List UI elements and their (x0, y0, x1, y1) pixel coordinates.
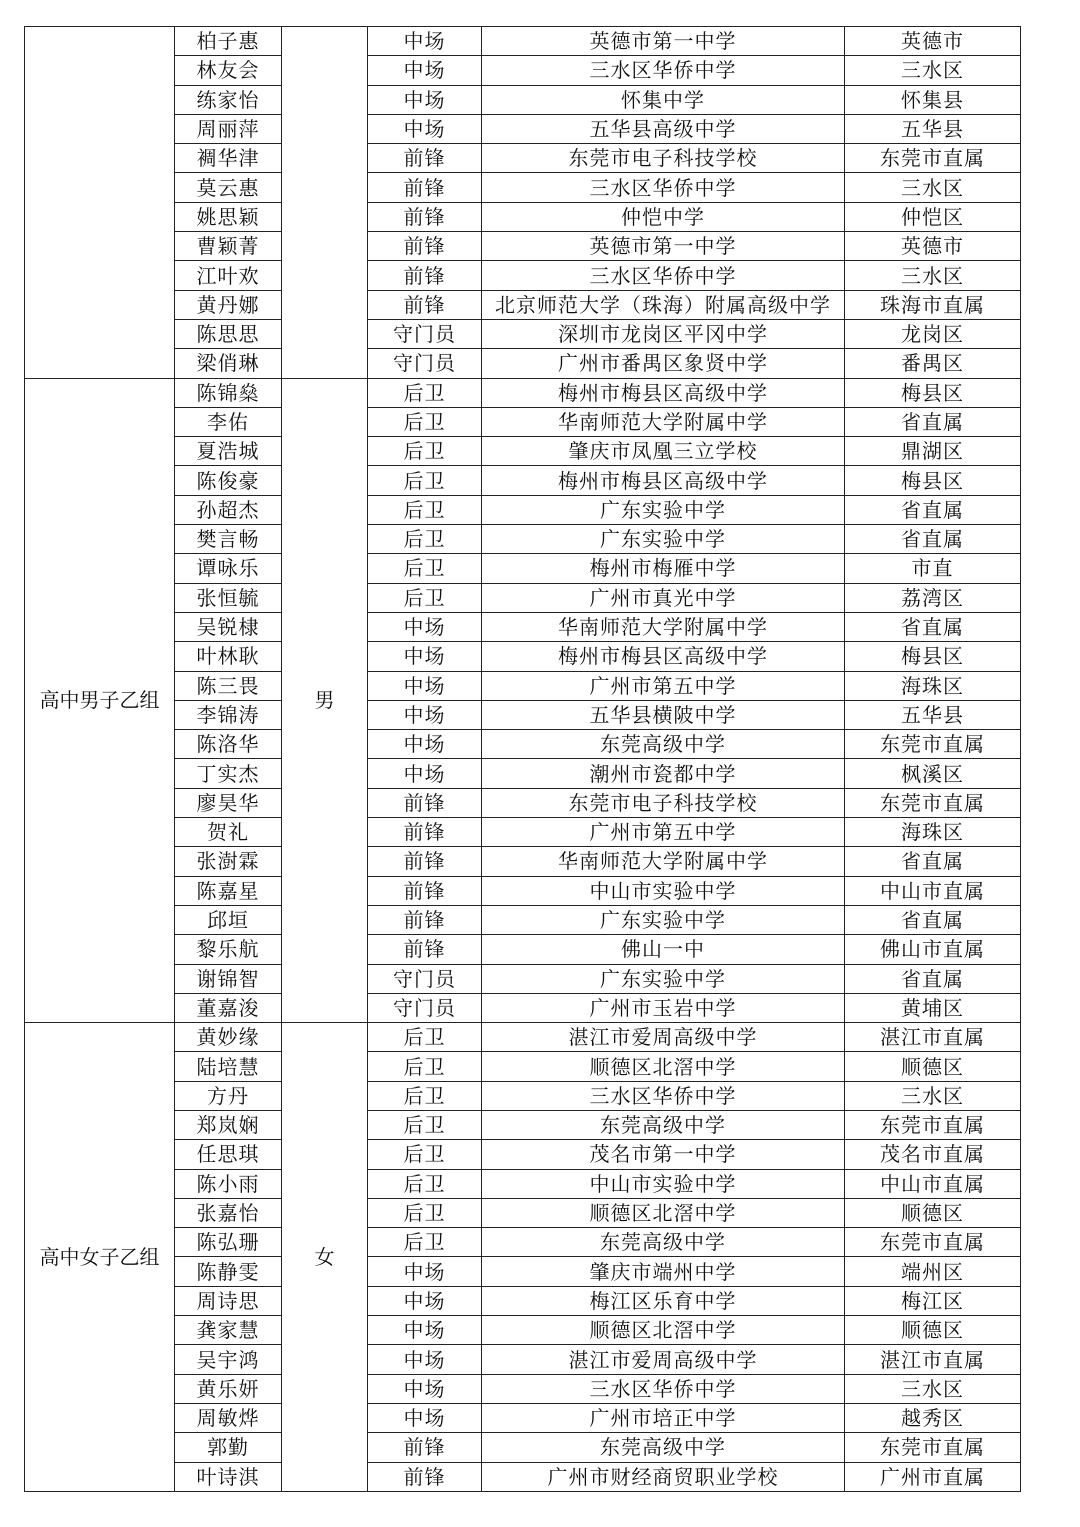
position-cell: 后卫 (368, 554, 482, 583)
roster-table (24, 26, 1021, 1492)
region-cell: 湛江市直属 (845, 1023, 1021, 1052)
position-cell: 后卫 (368, 1228, 482, 1257)
region-cell: 顺德区 (845, 1198, 1021, 1227)
region-cell: 龙岗区 (845, 319, 1021, 348)
school-cell: 仲恺中学 (482, 202, 845, 231)
table-row (25, 935, 1021, 964)
table-row (25, 1316, 1021, 1345)
position-cell: 前锋 (368, 847, 482, 876)
region-cell: 东莞市直属 (845, 1433, 1021, 1462)
position-cell: 中场 (368, 1374, 482, 1403)
position-cell: 后卫 (368, 525, 482, 554)
position-cell: 中场 (368, 114, 482, 143)
position-cell: 前锋 (368, 935, 482, 964)
table-row (25, 1374, 1021, 1403)
school-cell: 华南师范大学附属中学 (482, 847, 845, 876)
position-cell: 中场 (368, 700, 482, 729)
region-cell: 鼎湖区 (845, 437, 1021, 466)
region-cell: 三水区 (845, 56, 1021, 85)
player-name-cell: 廖昊华 (175, 788, 282, 817)
table-row (25, 700, 1021, 729)
group-name-cell: 高中男子乙组 (25, 378, 175, 1023)
region-cell: 省直属 (845, 847, 1021, 876)
school-cell: 湛江市爱周高级中学 (482, 1345, 845, 1374)
position-cell: 后卫 (368, 1023, 482, 1052)
player-name-cell: 裯华津 (175, 144, 282, 173)
player-name-cell: 张嘉怡 (175, 1198, 282, 1227)
player-name-cell: 曹颖菁 (175, 232, 282, 261)
table-row (25, 554, 1021, 583)
school-cell: 英德市第一中学 (482, 232, 845, 261)
player-name-cell: 陈小雨 (175, 1169, 282, 1198)
school-cell: 东莞高级中学 (482, 1228, 845, 1257)
school-cell: 广州市财经商贸职业学校 (482, 1462, 845, 1491)
player-name-cell: 夏浩城 (175, 437, 282, 466)
player-name-cell: 姚思颖 (175, 202, 282, 231)
school-cell: 广州市真光中学 (482, 583, 845, 612)
player-name-cell: 李佑 (175, 407, 282, 436)
player-name-cell: 林友会 (175, 56, 282, 85)
school-cell: 顺德区北滘中学 (482, 1198, 845, 1227)
position-cell: 中场 (368, 1345, 482, 1374)
player-name-cell: 孙超杰 (175, 495, 282, 524)
position-cell: 前锋 (368, 290, 482, 319)
school-cell: 五华县高级中学 (482, 114, 845, 143)
region-cell: 海珠区 (845, 671, 1021, 700)
region-cell: 荔湾区 (845, 583, 1021, 612)
player-name-cell: 江叶欢 (175, 261, 282, 290)
player-name-cell: 黄妙缘 (175, 1023, 282, 1052)
player-name-cell: 黎乐航 (175, 935, 282, 964)
table-row (25, 1433, 1021, 1462)
table-row (25, 525, 1021, 554)
table-row (25, 1110, 1021, 1139)
table-row (25, 1198, 1021, 1227)
position-cell: 前锋 (368, 788, 482, 817)
position-cell: 中场 (368, 85, 482, 114)
school-cell: 梅州市梅雁中学 (482, 554, 845, 583)
position-cell: 前锋 (368, 144, 482, 173)
table-row (25, 349, 1021, 378)
school-cell: 湛江市爱周高级中学 (482, 1023, 845, 1052)
school-cell: 梅州市梅县区高级中学 (482, 642, 845, 671)
gender-cell: 女 (282, 1023, 368, 1492)
player-name-cell: 吴锐棣 (175, 612, 282, 641)
table-row (25, 1257, 1021, 1286)
group-name-cell (25, 27, 175, 379)
region-cell: 东莞市直属 (845, 730, 1021, 759)
position-cell: 前锋 (368, 876, 482, 905)
player-name-cell: 叶诗淇 (175, 1462, 282, 1491)
table-row (25, 202, 1021, 231)
table-row (25, 759, 1021, 788)
player-name-cell: 谭咏乐 (175, 554, 282, 583)
position-cell: 中场 (368, 1286, 482, 1315)
region-cell: 东莞市直属 (845, 1228, 1021, 1257)
player-name-cell: 叶林耿 (175, 642, 282, 671)
region-cell: 中山市直属 (845, 1169, 1021, 1198)
school-cell: 三水区华侨中学 (482, 56, 845, 85)
school-cell: 佛山一中 (482, 935, 845, 964)
school-cell: 深圳市龙岗区平冈中学 (482, 319, 845, 348)
region-cell: 仲恺区 (845, 202, 1021, 231)
position-cell: 后卫 (368, 495, 482, 524)
roster-body (25, 27, 1021, 1492)
player-name-cell: 陈锦燊 (175, 378, 282, 407)
table-row (25, 964, 1021, 993)
school-cell: 广州市第五中学 (482, 818, 845, 847)
position-cell: 前锋 (368, 232, 482, 261)
player-name-cell: 张澍霖 (175, 847, 282, 876)
player-name-cell: 邱垣 (175, 905, 282, 934)
school-cell: 东莞市电子科技学校 (482, 144, 845, 173)
position-cell: 后卫 (368, 1052, 482, 1081)
region-cell: 东莞市直属 (845, 788, 1021, 817)
position-cell: 前锋 (368, 202, 482, 231)
player-name-cell: 梁俏琳 (175, 349, 282, 378)
school-cell: 茂名市第一中学 (482, 1140, 845, 1169)
region-cell: 省直属 (845, 964, 1021, 993)
player-name-cell: 谢锦智 (175, 964, 282, 993)
position-cell: 中场 (368, 759, 482, 788)
region-cell: 省直属 (845, 905, 1021, 934)
school-cell: 三水区华侨中学 (482, 261, 845, 290)
school-cell: 东莞高级中学 (482, 1110, 845, 1139)
table-row (25, 905, 1021, 934)
school-cell: 广州市第五中学 (482, 671, 845, 700)
region-cell: 梅江区 (845, 1286, 1021, 1315)
region-cell: 端州区 (845, 1257, 1021, 1286)
region-cell: 五华县 (845, 700, 1021, 729)
table-row (25, 114, 1021, 143)
player-name-cell: 方丹 (175, 1081, 282, 1110)
position-cell: 守门员 (368, 993, 482, 1022)
table-row (25, 847, 1021, 876)
table-row (25, 495, 1021, 524)
player-name-cell: 练家怡 (175, 85, 282, 114)
school-cell: 五华县横陂中学 (482, 700, 845, 729)
gender-cell (282, 27, 368, 379)
position-cell: 中场 (368, 56, 482, 85)
position-cell: 后卫 (368, 1140, 482, 1169)
player-name-cell: 周诗思 (175, 1286, 282, 1315)
position-cell: 中场 (368, 27, 482, 56)
region-cell: 省直属 (845, 612, 1021, 641)
region-cell: 梅县区 (845, 378, 1021, 407)
region-cell: 省直属 (845, 495, 1021, 524)
position-cell: 中场 (368, 671, 482, 700)
table-row (25, 1462, 1021, 1491)
table-row (25, 56, 1021, 85)
position-cell: 中场 (368, 730, 482, 759)
table-row (25, 378, 1021, 407)
player-name-cell: 周丽萍 (175, 114, 282, 143)
position-cell: 守门员 (368, 349, 482, 378)
table-row (25, 583, 1021, 612)
player-name-cell: 陈弘珊 (175, 1228, 282, 1257)
school-cell: 英德市第一中学 (482, 27, 845, 56)
player-name-cell: 莫云惠 (175, 173, 282, 202)
player-name-cell: 丁实杰 (175, 759, 282, 788)
table-row (25, 1081, 1021, 1110)
school-cell: 三水区华侨中学 (482, 1081, 845, 1110)
player-name-cell: 陈嘉星 (175, 876, 282, 905)
school-cell: 肇庆市凤凰三立学校 (482, 437, 845, 466)
position-cell: 中场 (368, 1316, 482, 1345)
table-row (25, 466, 1021, 495)
school-cell: 三水区华侨中学 (482, 173, 845, 202)
table-row (25, 1140, 1021, 1169)
region-cell: 三水区 (845, 173, 1021, 202)
table-row (25, 232, 1021, 261)
table-row (25, 1169, 1021, 1198)
player-name-cell: 周敏烨 (175, 1403, 282, 1432)
region-cell: 中山市直属 (845, 876, 1021, 905)
position-cell: 中场 (368, 642, 482, 671)
position-cell: 后卫 (368, 1081, 482, 1110)
player-name-cell: 陈洛华 (175, 730, 282, 759)
region-cell: 三水区 (845, 1081, 1021, 1110)
position-cell: 中场 (368, 612, 482, 641)
region-cell: 三水区 (845, 1374, 1021, 1403)
school-cell: 东莞高级中学 (482, 730, 845, 759)
region-cell: 佛山市直属 (845, 935, 1021, 964)
region-cell: 番禺区 (845, 349, 1021, 378)
table-row (25, 319, 1021, 348)
region-cell: 茂名市直属 (845, 1140, 1021, 1169)
player-name-cell: 李锦涛 (175, 700, 282, 729)
position-cell: 后卫 (368, 1169, 482, 1198)
player-name-cell: 陆培慧 (175, 1052, 282, 1081)
table-row (25, 993, 1021, 1022)
gender-cell: 男 (282, 378, 368, 1023)
position-cell: 中场 (368, 1257, 482, 1286)
school-cell: 三水区华侨中学 (482, 1374, 845, 1403)
school-cell: 华南师范大学附属中学 (482, 612, 845, 641)
player-name-cell: 任思琪 (175, 1140, 282, 1169)
region-cell: 湛江市直属 (845, 1345, 1021, 1374)
region-cell: 珠海市直属 (845, 290, 1021, 319)
school-cell: 广州市番禺区象贤中学 (482, 349, 845, 378)
school-cell: 顺德区北滘中学 (482, 1316, 845, 1345)
position-cell: 后卫 (368, 437, 482, 466)
school-cell: 华南师范大学附属中学 (482, 407, 845, 436)
position-cell: 前锋 (368, 173, 482, 202)
player-name-cell: 龚家慧 (175, 1316, 282, 1345)
region-cell: 海珠区 (845, 818, 1021, 847)
school-cell: 顺德区北滘中学 (482, 1052, 845, 1081)
player-name-cell: 陈俊豪 (175, 466, 282, 495)
player-name-cell: 郭勤 (175, 1433, 282, 1462)
player-name-cell: 董嘉浚 (175, 993, 282, 1022)
position-cell: 后卫 (368, 1110, 482, 1139)
region-cell: 黄埔区 (845, 993, 1021, 1022)
table-row (25, 85, 1021, 114)
region-cell: 五华县 (845, 114, 1021, 143)
region-cell: 广州市直属 (845, 1462, 1021, 1491)
table-row (25, 876, 1021, 905)
school-cell: 怀集中学 (482, 85, 845, 114)
position-cell: 后卫 (368, 466, 482, 495)
table-row (25, 818, 1021, 847)
region-cell: 越秀区 (845, 1403, 1021, 1432)
region-cell: 省直属 (845, 407, 1021, 436)
player-name-cell: 柏子惠 (175, 27, 282, 56)
school-cell: 中山市实验中学 (482, 1169, 845, 1198)
position-cell: 后卫 (368, 1198, 482, 1227)
table-row (25, 1286, 1021, 1315)
region-cell: 东莞市直属 (845, 1110, 1021, 1139)
position-cell: 后卫 (368, 378, 482, 407)
table-row (25, 612, 1021, 641)
school-cell: 广东实验中学 (482, 525, 845, 554)
table-row (25, 642, 1021, 671)
player-name-cell: 黄丹娜 (175, 290, 282, 319)
group-name-cell: 高中女子乙组 (25, 1023, 175, 1492)
region-cell: 市直 (845, 554, 1021, 583)
school-cell: 肇庆市端州中学 (482, 1257, 845, 1286)
table-row (25, 27, 1021, 56)
school-cell: 广州市培正中学 (482, 1403, 845, 1432)
player-name-cell: 陈三畏 (175, 671, 282, 700)
table-row (25, 261, 1021, 290)
position-cell: 前锋 (368, 1462, 482, 1491)
player-name-cell: 郑岚娴 (175, 1110, 282, 1139)
player-name-cell: 樊言畅 (175, 525, 282, 554)
player-name-cell: 黄乐妍 (175, 1374, 282, 1403)
table-row (25, 290, 1021, 319)
table-row (25, 730, 1021, 759)
position-cell: 前锋 (368, 261, 482, 290)
table-row (25, 1023, 1021, 1052)
table-row (25, 1345, 1021, 1374)
position-cell: 前锋 (368, 1433, 482, 1462)
player-name-cell: 陈静雯 (175, 1257, 282, 1286)
region-cell: 梅县区 (845, 466, 1021, 495)
table-row (25, 1228, 1021, 1257)
region-cell: 顺德区 (845, 1316, 1021, 1345)
school-cell: 潮州市瓷都中学 (482, 759, 845, 788)
school-cell: 东莞市电子科技学校 (482, 788, 845, 817)
school-cell: 广州市玉岩中学 (482, 993, 845, 1022)
position-cell: 守门员 (368, 319, 482, 348)
region-cell: 顺德区 (845, 1052, 1021, 1081)
table-row (25, 437, 1021, 466)
table-row (25, 173, 1021, 202)
region-cell: 省直属 (845, 525, 1021, 554)
region-cell: 英德市 (845, 232, 1021, 261)
position-cell: 中场 (368, 1403, 482, 1432)
region-cell: 英德市 (845, 27, 1021, 56)
table-row (25, 671, 1021, 700)
school-cell: 北京师范大学（珠海）附属高级中学 (482, 290, 845, 319)
school-cell: 广东实验中学 (482, 905, 845, 934)
region-cell: 梅县区 (845, 642, 1021, 671)
player-name-cell: 陈思思 (175, 319, 282, 348)
region-cell: 怀集县 (845, 85, 1021, 114)
table-row (25, 1052, 1021, 1081)
position-cell: 前锋 (368, 818, 482, 847)
region-cell: 三水区 (845, 261, 1021, 290)
school-cell: 东莞高级中学 (482, 1433, 845, 1462)
table-row (25, 1403, 1021, 1432)
position-cell: 前锋 (368, 905, 482, 934)
position-cell: 后卫 (368, 583, 482, 612)
region-cell: 枫溪区 (845, 759, 1021, 788)
table-row (25, 144, 1021, 173)
player-name-cell: 贺礼 (175, 818, 282, 847)
school-cell: 梅州市梅县区高级中学 (482, 378, 845, 407)
player-name-cell: 张恒毓 (175, 583, 282, 612)
school-cell: 梅州市梅县区高级中学 (482, 466, 845, 495)
position-cell: 后卫 (368, 407, 482, 436)
school-cell: 广东实验中学 (482, 964, 845, 993)
school-cell: 梅江区乐育中学 (482, 1286, 845, 1315)
position-cell: 守门员 (368, 964, 482, 993)
region-cell: 东莞市直属 (845, 144, 1021, 173)
school-cell: 广东实验中学 (482, 495, 845, 524)
school-cell: 中山市实验中学 (482, 876, 845, 905)
table-row (25, 788, 1021, 817)
player-name-cell: 吴宇鸿 (175, 1345, 282, 1374)
table-row (25, 407, 1021, 436)
